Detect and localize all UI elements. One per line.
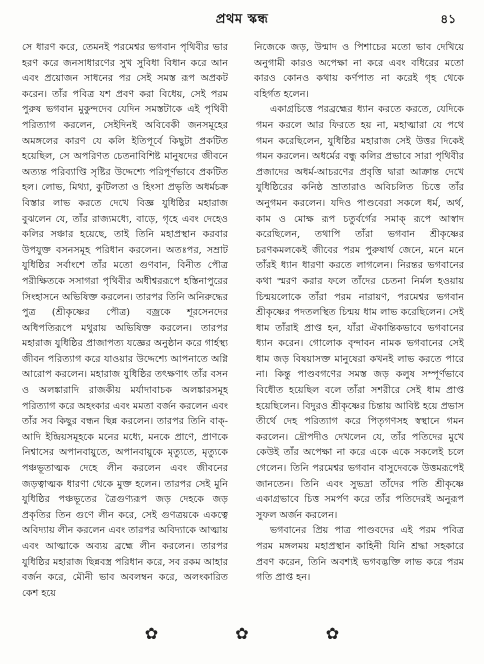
flower-ornament-icon: ✿ <box>235 624 249 643</box>
right-text-column <box>254 40 464 620</box>
paragraph: ভগবানের প্রিয় পাত্র পাণ্ডবদের এই পরম পবিত্র পরম মঙ্গলময় মহাপ্রস্থান কাহিনী যিনি শ্রদ্ধা সহকারে প্রবণ করেন, তিনি অবশ্যই ভগবদ্ভক্তি লাভ করে পরম গতি প্রাপ্ত হন। <box>256 525 464 584</box>
flower-ornament-icon: ✿ <box>144 624 159 643</box>
paragraph: সে ধারণ করে, তেমনই পরমেশ্বর ভগবান পৃথিবীর ভার হরণ করে জনসাধারণের সুখ সুবিধা বিধান করে আন এবং প্রয়োজন সাধনের পর সেই সমস্ত রূপ অপ্রকট করেন। তাঁর পবিত্র যশ প্রবণ করা বিধেয়, সেই পরম পুরুষ ভগবান মুকুন্দদেব যেদিন সমস্তটাকে এই পৃথিবী পরিত্যাগ করলেন, সেইদিনই অবিবেকী জনসমূহের অমঙ্গলের কারণ যে কলি ইতিপূর্বে কিছুটা প্রকটিত হয়েছিল, সে অপরিণত চেতনাবিশিষ্ট মানুষদের জীবনে অত্যন্ত পরিব্যাপ্তি সৃষ্টির উদ্দেশ্যে পরিপূর্ণভাবে প্রকটিত হল। লোভ, মিথ্যা, কুটিলতা ও হিংসা প্রভৃতি অধর্মচক্র বিস্তার লাভ করতে দেখে বিজ্ঞ যুধিষ্ঠির মহারাজ বুঝলেন যে, তাঁর রাজ্যমধ্যে, বাড়ে, গৃহে এবং দেহেও কলির সঞ্চার হয়েছে, তাই তিনি মহাপ্রস্থান করবার উপযুক্ত বসনসমূহ পরিধান করলেন। অতঃপর, সম্রাট যুধিষ্ঠির সর্বাংশে তাঁর মতো গুণবান, বিনীত পৌত্র পরীক্ষিতকে সসাগরা পৃথিবীর অধীশ্বররূপে হস্তিনাপুরের সিংহাসনে অভিষিক্ত করলেন। তারপর তিনি অনিরুদ্ধের পুত্র (শ্রীকৃষ্ণের পৌত্র) বজ্রকে শূরসেনদের অধিপতিরূপে মথুরায় অভিষিক্ত করলেন। তারপর মহারাজ যুধিষ্ঠির প্রাজাপত্য যজ্ঞের অনুষ্ঠান করে গার্হস্থ্য জীবন পরিত্যাগ করে যাওয়ার উদ্দেশ্যে আপনাতে অগ্নি আরোপ করলেন। মহারাজ যুধিষ্ঠির তৎক্ষণাৎ তাঁর বসন ও অলঙ্কারাদি রাজকীয় মর্যাদাবাচক অলঙ্কারসমূহ পরিত্যাগ করে অহংকার এবং মমতা বর্জন করলেন এবং তাঁর সব কিছুর বন্ধন ছিন্ন করলেন। তারপর তিনি বাক্-আদি ইন্দ্রিয়সমূহকে মনের মধ্যে, মনকে প্রাণে, প্রাণকে নিশ্বাসের অপানবায়ুতে, অপানবায়ুকে মৃত্যুতে, মৃত্যুকে পঞ্চভূতাত্মক দেহে লীন করলেন এবং জীবনের জড়ত্বাত্মক ধারণা থেকে মুক্ত হলেন। তারপর সেই মুনি যুধিষ্ঠির পঞ্চভূতের ত্রৈগুণ্যরূপ জড় দেহকে জড় প্রকৃতির তিন গুণে লীন করে, সেই গুণত্রয়কে একত্বে অবিদ্যায় লীন করলেন এবং তারপর অবিদ্যাকে আত্মায় এবং আত্মাকে অব্যয় ব্রহ্মে লীন করলেন। তারপর যুধিষ্ঠির মহারাজ ছিন্নবস্ত্র পরিধান করে, সব রকম আহার বর্জন করে, মৌনী ভাব অবলম্বন করে, অলংকারিত কেশ হয়ে <box>22 42 228 599</box>
paragraph: একাগ্রচিত্তে পরব্রহ্মের ধ্যান করতে করতে, যেদিকে গমন করলে আর ফিরতে হয় না, মহাত্মারা যে পথে গমন করেছিলেন, যুধিষ্ঠির মহারাজ সেই উত্তর দিকেই গমন করলেন। অধর্মের বন্ধু কলির প্রভাবে সারা পৃথিবীর প্রজাদের অধর্ম-আচরণের প্রবৃত্তি দ্বারা আক্রান্ত দেখে যুধিষ্ঠিরের কনিষ্ঠ ভ্রাতারাও অবিচলিত চিত্তে তাঁর অনুগমন করলেন। যদিও পাণ্ডবেরা সকলে ধর্ম, অর্থ, কাম ও মোক্ষ রূপ চতুর্বর্গের সমাক্ রূপে আস্বাদ করেছিলেন, তথাপি তাঁরা ভগবান শ্রীকৃষ্ণের চরণকমলকেই জীবের পরম পুরুষার্থ জেনে, মনে মনে তাঁরই ধ্যান ধারণা করতে লাগলেন। নিরন্তর ভগবানের কথা স্মরণ করার ফলে তাঁদের চেতনা নির্মল হওয়ায় চিন্ময়লোকে তাঁরা পরম নারায়ণ, পরমেশ্বর ভগবান শ্রীকৃষ্ণের পদতলস্থিত চিন্ময় ধাম লাভ করেছিলেন। সেই ধাম তাঁরাই প্রাপ্ত হন, যাঁরা ঐকান্তিকভাবে ভগবানের ধ্যান করেন। গোলোক বৃন্দাবন নামক ভগবানের সেই ধাম জড় বিষয়াসক্ত মানুষেরা কখনই লাভ করতে পারে না। কিন্তু পাণ্ডবগণের সমস্ত জড় কলুষ সম্পূর্ণভাবে বিধৌত হয়েছিল বলে তাঁরা সশরীরে সেই ধাম প্রাপ্ত হয়েছিলেন। বিদুরও শ্রীকৃষ্ণের চিন্তায় আবিষ্ট হয়ে প্রভাস তীর্থে দেহ পরিত্যাগ করে পিতৃগণসহ স্বস্থানে গমন করলেন। দ্রৌপদীও দেখলেন যে, তাঁর পতিদের মুখে কেউই তাঁর অপেক্ষা না করে একে একে সকলেই চলে গেলেন। তিনি পরমেশ্বর ভগবান বাসুদেবকে উত্তমরূপেই জানতেন। তিনি এবং সুভদ্রা তাঁদের পতি শ্রীকৃষ্ণে একাগ্রভাবে চিত্ত সমর্পণ করে তাঁর পতিদেরই অনুরূপ সুফল অর্জন করলেন। <box>256 104 464 521</box>
page-footer <box>0 624 484 644</box>
page-number: ৪১ <box>440 12 456 26</box>
flower-ornament-icon: ✿ <box>325 624 340 643</box>
left-text-column <box>22 40 228 620</box>
paragraph: নিজেকে জড়, উন্মাদ ও পিশাচের মতো ভাব দেখিয়ে অনুগামী কারও অপেক্ষা না করে এবং বধিরের মতো কারও কোনও কথায় কর্ণপাত না করেই গৃহ থেকে বহির্গত হলেন। <box>254 42 464 100</box>
chapter-title: প্রথম স্কন্ধ <box>215 12 269 27</box>
page-header <box>0 10 484 32</box>
